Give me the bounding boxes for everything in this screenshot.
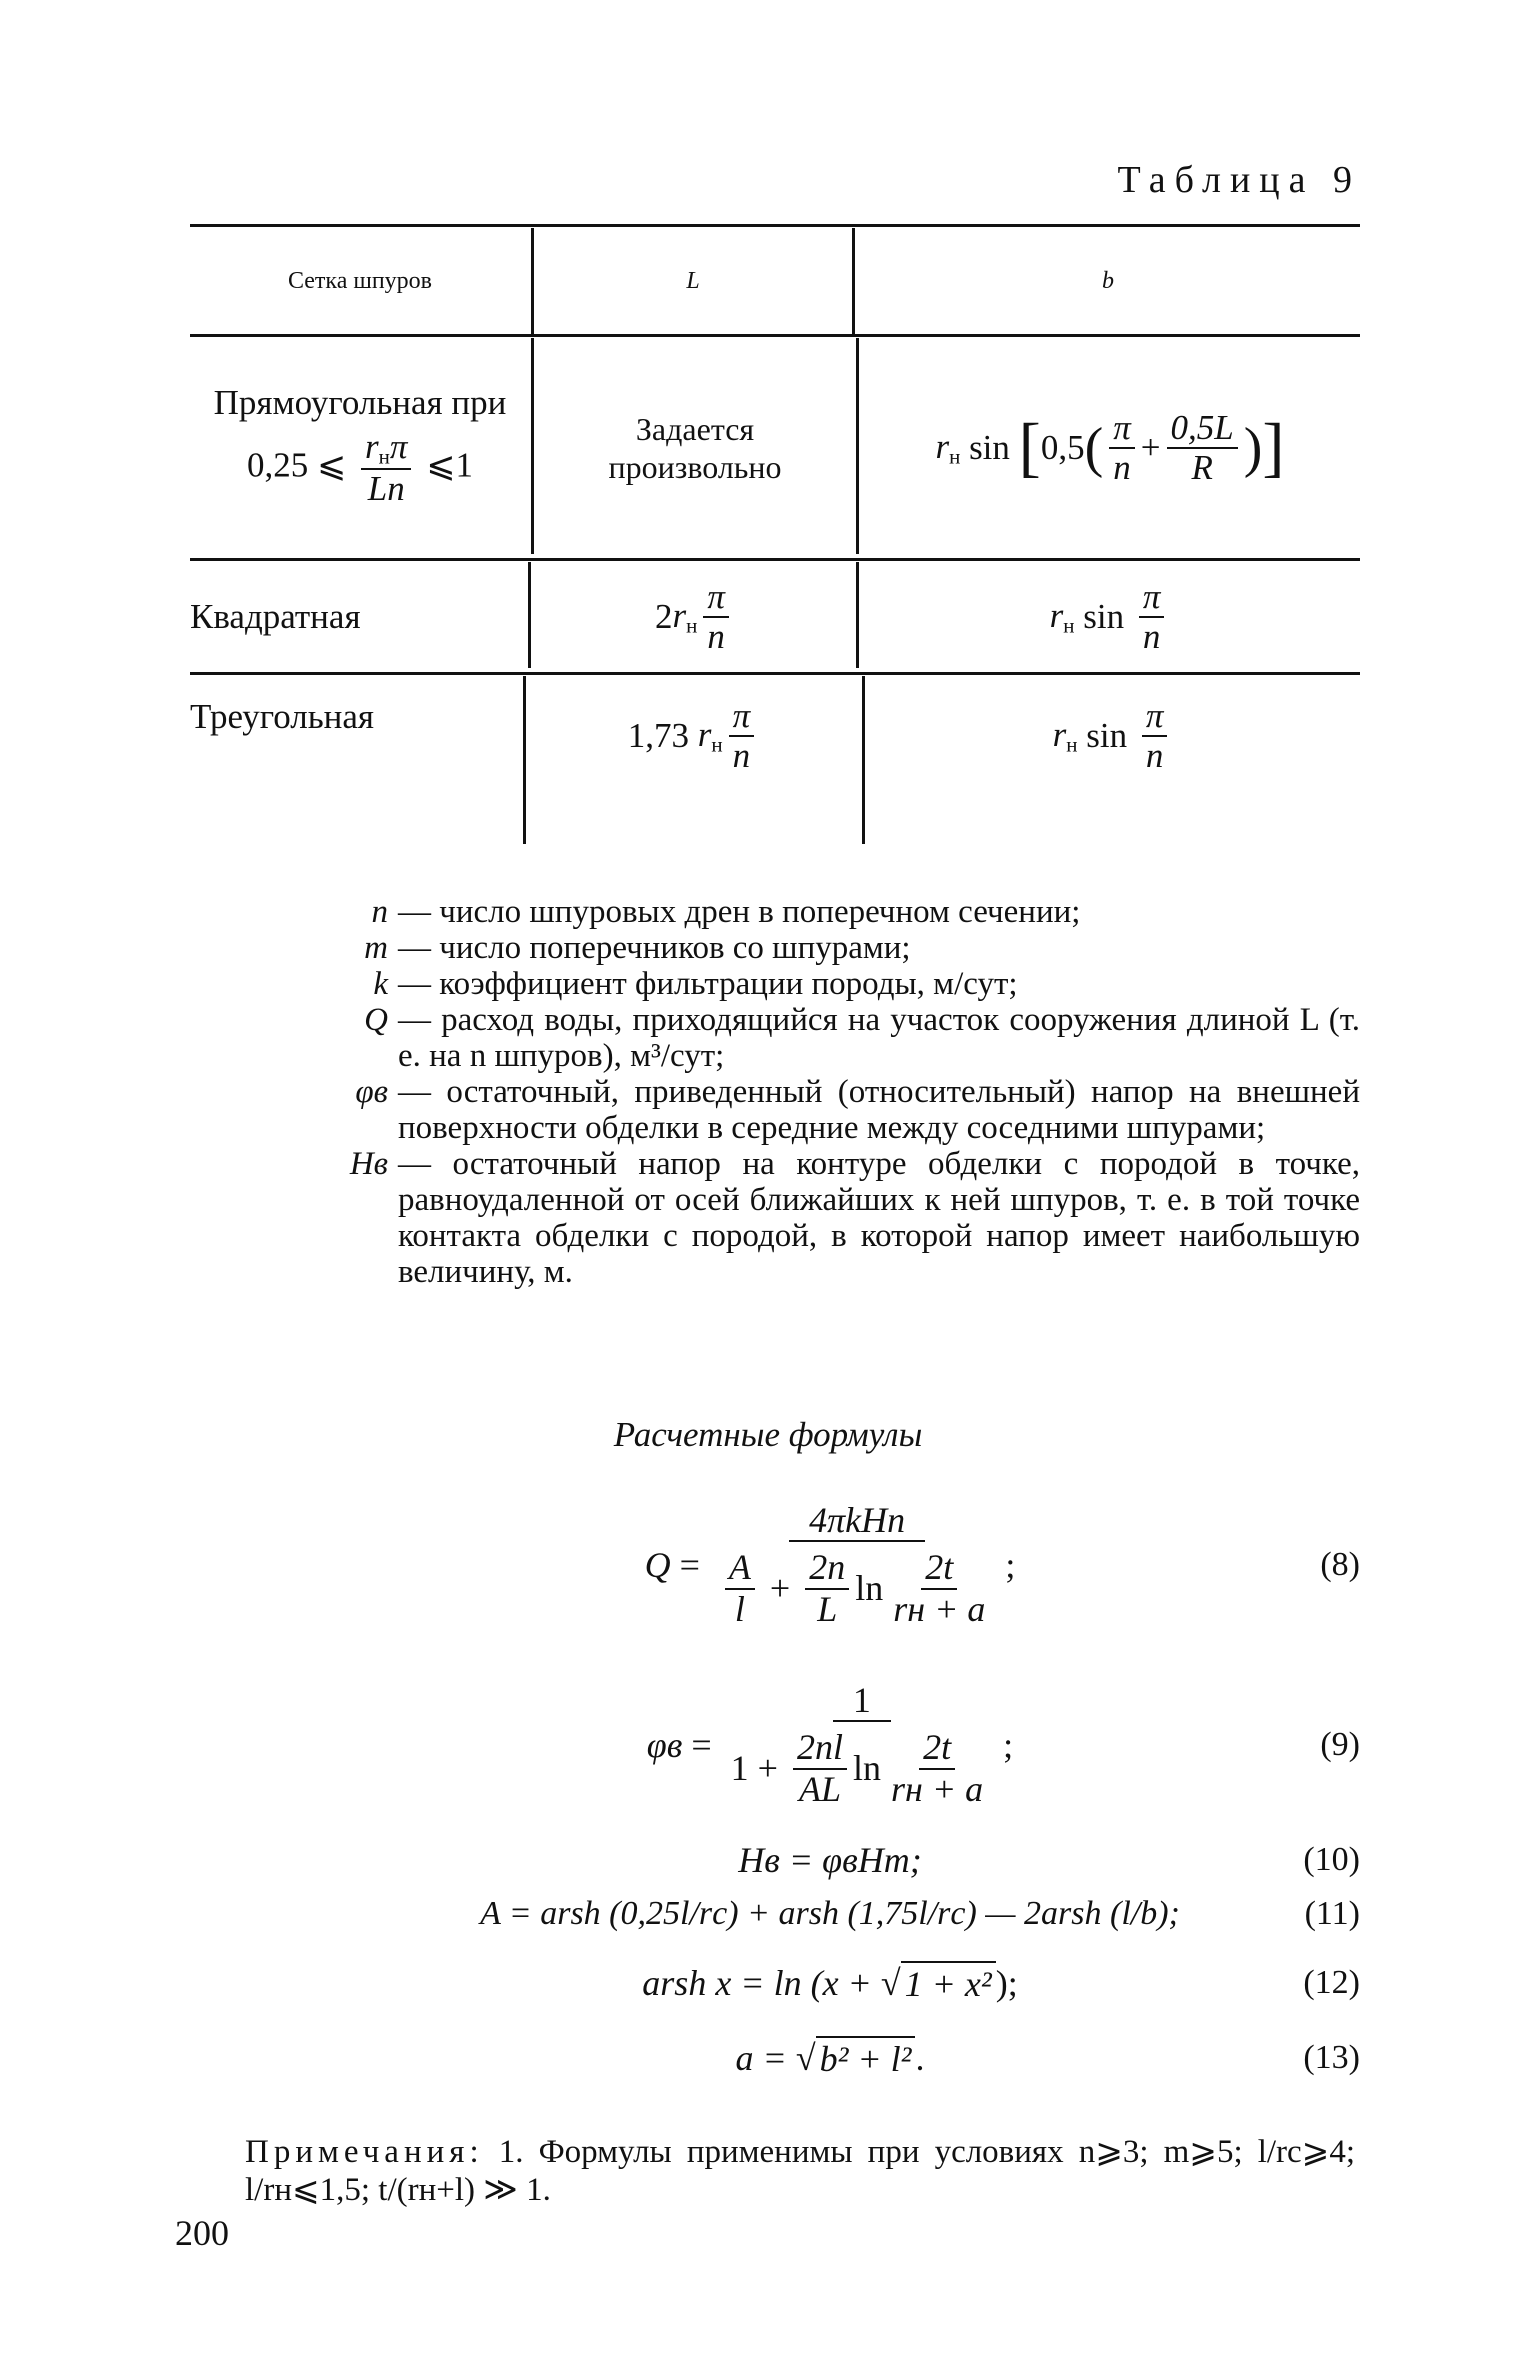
header-b: b xyxy=(1102,267,1114,294)
row1-L: Задается произвольно xyxy=(608,410,782,485)
formula-12: arsh x = ln (x + √ 1 + x² ); (12) xyxy=(642,1963,1360,2004)
formula-8: Q = 4πkHn $\frac{A}{l}$ + $\frac{2n}{L}$ ln $\frac{2t}{rн + a}$ ; (8) xyxy=(644,1499,1360,1629)
row3-b: $r_н$ sin $\frac{\pi}{n}$ xyxy=(866,676,1360,796)
formula-number: (13) xyxy=(1303,2039,1360,2076)
formula-number: (9) xyxy=(1320,1726,1360,1763)
formula-11: A = arsh (0,25l/rс) + arsh (1,75l/rс) — 2arsh (l/b); (11) xyxy=(480,1895,1360,1932)
page-number: 200 xyxy=(175,2213,229,2253)
table-caption: Таблица 9 xyxy=(1117,159,1361,201)
table-rule xyxy=(190,558,1360,561)
grid-table xyxy=(190,220,1360,850)
row1-grid: Прямоугольная при 0,25 ⩽ $\frac{r_н\pi}{Ln}$ ⩽1 xyxy=(213,382,507,508)
legend-item: k — коэффициент фильтрации породы, м/сут; xyxy=(373,966,1018,1002)
notes-text: 1. Формулы применимы при условиях n⩾3; m⩾5; l/rс⩾4; l/rн⩽1,5; t/(rн+l) ≫ 1. xyxy=(245,2134,1356,2208)
formula-number: (8) xyxy=(1320,1546,1360,1583)
legend-item: n — число шпуровых дрен в поперечном сечении; xyxy=(371,894,1081,930)
header-grid: Сетка шпуров xyxy=(287,267,433,294)
symbol-legend xyxy=(330,894,1360,1290)
table-col-rule xyxy=(856,338,859,554)
table-rule xyxy=(190,334,1360,337)
legend-item: Hв — остаточный напор на контуре обделки с породой в точке, равноудаленной от осей ближайших к ней шпуров, т. е. в той точке контакта обделки с породой, в которой напор имеет наибольшую величину, м. xyxy=(349,1146,1360,1290)
formula-13: a = √ b² + l² . (13) xyxy=(735,2038,1360,2079)
table-col-rule xyxy=(528,562,531,668)
row3-grid: Треугольная xyxy=(190,697,375,736)
table-col-rule xyxy=(856,562,859,668)
row1-grid-label: Прямоугольная при xyxy=(213,382,507,422)
notes-label: Примечания: xyxy=(245,2134,484,2170)
formula-number: (10) xyxy=(1303,1841,1360,1878)
row3-L: 1,73 $r_н$ $\frac{\pi}{n}$ xyxy=(526,676,862,796)
notes xyxy=(245,2133,1355,2209)
formula-number: (12) xyxy=(1303,1964,1360,2001)
header-L: L xyxy=(686,267,700,294)
legend-item: Q — расход воды, приходящийся на участок сооружения длиной L (т. е. на n шпуров), м³/сут; xyxy=(364,1002,1360,1074)
formula-10: Hв = φвHm; (10) xyxy=(738,1840,1360,1880)
formula-9: φв = 1 1 + $\frac{2nl}{AL}$ ln $\frac{2t}{rн + a}$ ; (9) xyxy=(646,1679,1360,1809)
formula-number: (11) xyxy=(1304,1895,1360,1932)
formulas-heading: Расчетные формулы xyxy=(613,1415,923,1454)
legend-item: φв — остаточный, приведенный (относительный) напор на внешней поверхности обделки в середние между соседними шпурами; xyxy=(355,1074,1360,1146)
legend-item: m — число поперечников со шпурами; xyxy=(364,930,911,966)
row2-b: $r_н$ sin $\frac{\pi}{n}$ xyxy=(860,562,1360,672)
row2-grid: Квадратная xyxy=(190,597,361,636)
table-rule xyxy=(190,224,1360,227)
table-col-rule xyxy=(852,228,855,334)
row1-b: $r_н$ sin [ 0,5 ( $\frac{\pi}{n}$ + $\frac{0,5L}{R}$ ) ] xyxy=(935,407,1285,487)
row2-L: 2 $r_н$ $\frac{\pi}{n}$ xyxy=(534,562,856,672)
table-rule xyxy=(190,672,1360,675)
table-col-rule xyxy=(862,676,865,844)
